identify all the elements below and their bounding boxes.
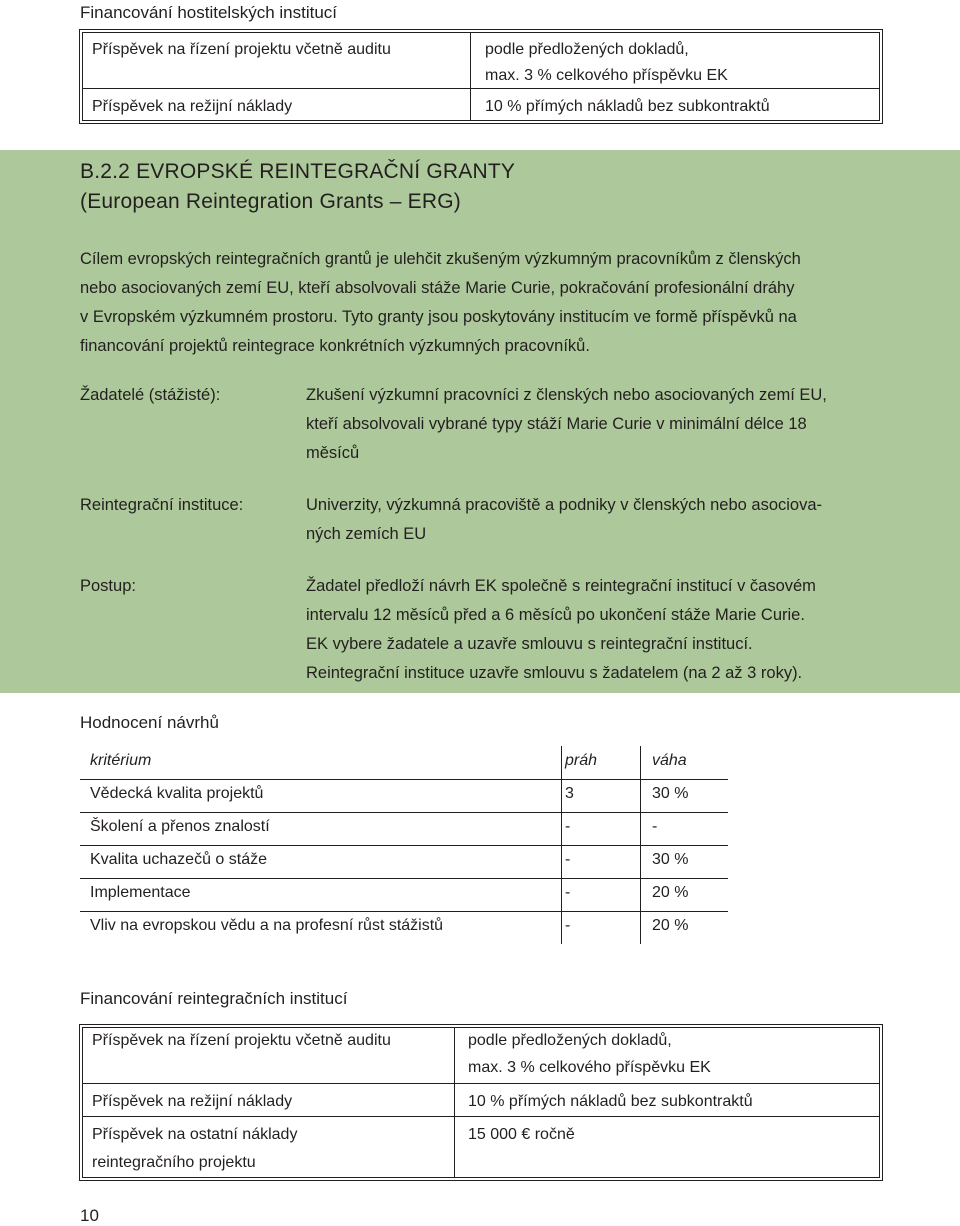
table-cell: max. 3 % celkového příspěvku EK [468,1059,711,1076]
criteria-table [80,746,728,944]
table-cell: 10 % přímých nákladů bez subkontraktů [485,98,770,115]
table-cell: Příspěvek na režijní náklady [92,98,293,115]
weight-header: váha [652,752,687,769]
procedure-value: Žadatel předloží návrh EK společně s reintegrační institucí v časovém intervalu 12 měsíců před a 6 měsíců po ukončení stáže Marie Curie. EK vybere žadatele a uzavře smlouvu s reintegrační institucí. Reintegrační instituce uzavře smlouvu s žadatelem (na 2 až 3 roky). [306,577,816,682]
criterion-header: kritérium [90,752,152,769]
threshold-header: práh [565,752,598,769]
section-title: B.2.2 EVROPSKÉ REINTEGRAČNÍ GRANTY [80,160,516,183]
procedure-label: Postup: [80,577,136,595]
table-cell: max. 3 % celkového příspěvku EK [485,67,728,84]
applicants-value: Zkušení výzkumní pracovníci z členských nebo asociovaných zemí EU, kteří absolvovali vybrané typy stáží Marie Curie v minimální délce 18 měsíců [306,386,827,462]
applicants-label: Žadatelé (stážisté): [80,386,221,404]
host-funding-heading: Financování hostitelských institucí [80,3,338,22]
table-cell: 15 000 € ročně [468,1126,575,1143]
table-cell: 10 % přímých nákladů bez subkontraktů [468,1093,753,1110]
table-cell: Příspěvek na řízení projektu včetně auditu [92,41,391,58]
erg-section [0,150,960,693]
table-cell: Příspěvek na řízení projektu včetně auditu [92,1032,391,1049]
table-cell: podle předložených dokladů, [485,41,689,58]
section-paragraph: Cílem evropských reintegračních grantů je ulehčit zkušeným výzkumným pracovníkům z členských nebo asociovaných zemí EU, kteří absolvovali stáže Marie Curie, pokračování profesionální dráhy v Evropském výzkumném prostoru. Tyto granty jsou poskytovány institucím ve formě příspěvků na financování projektů reintegrace konkrétních výzkumných pracovníků. [80,250,801,355]
section-subtitle: (European Reintegration Grants – ERG) [80,190,461,213]
table-cell: Příspěvek na ostatní náklady [92,1126,298,1143]
table-row: Implementace - 20 % [80,878,728,912]
table-cell: reintegračního projektu [92,1154,256,1171]
table-row: Vědecká kvalita projektů 3 30 % [80,779,728,813]
institution-value: Univerzity, výzkumná pracoviště a podniky v členských nebo asociova- ných zemích EU [306,496,823,543]
institution-label: Reintegrační instituce: [80,496,244,514]
reintegration-funding-heading: Financování reintegračních institucí [80,989,348,1008]
table-row: Vliv na evropskou vědu a na profesní růst stážistů - 20 % [90,917,689,934]
page-number: 10 [80,1206,99,1225]
table-cell: podle předložených dokladů, [468,1032,672,1049]
table-cell: Příspěvek na režijní náklady [92,1093,293,1110]
table-row: Školení a přenos znalostí - - [80,812,728,846]
table-header-row [80,746,728,780]
host-funding-table [79,29,883,124]
evaluation-heading: Hodnocení návrhů [80,713,219,732]
table-row: Kvalita uchazečů o stáže - 30 % [80,845,728,879]
reintegration-funding-table [79,1024,883,1181]
